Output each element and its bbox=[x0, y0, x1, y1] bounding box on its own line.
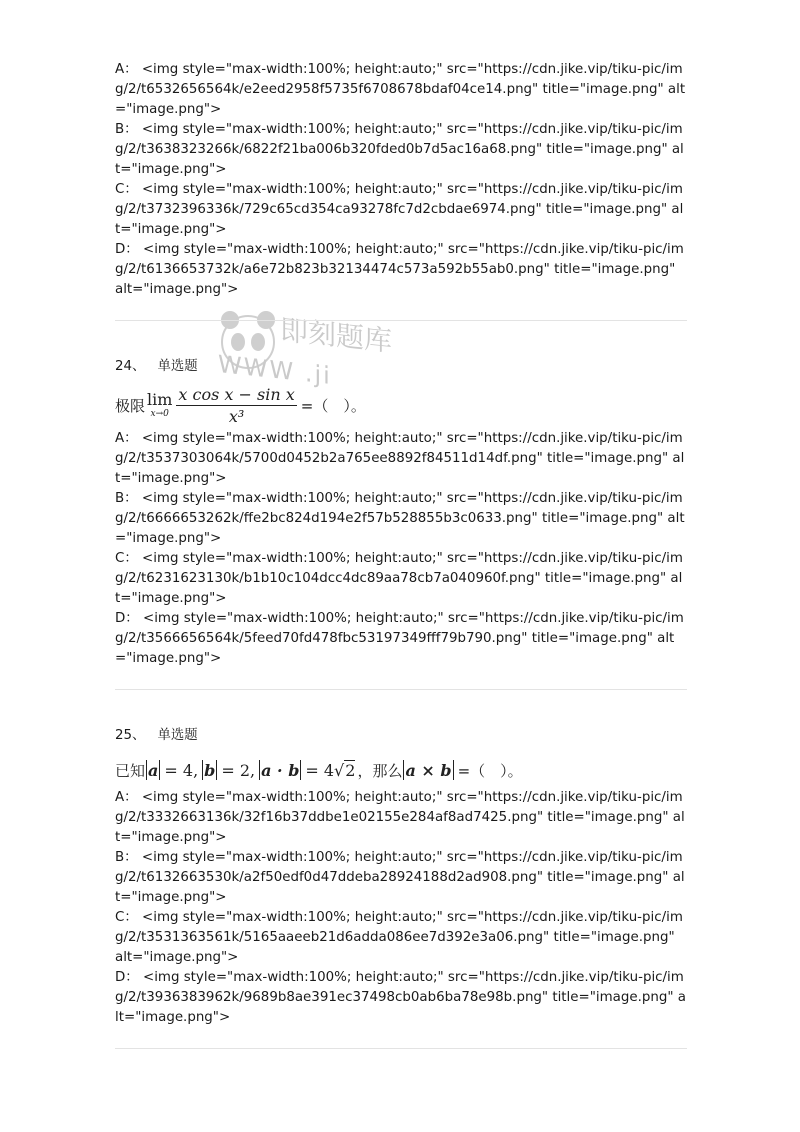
option-c: C： <img style="max-width:100%; height:auto;" src="https://cdn.jike.vip/tiku-pic/img/2/t3531363561k/5165aaeeb21d6adda086ee7d392e3a06.png" title="image.png" alt="image.png"> bbox=[115, 910, 683, 965]
question-page bbox=[115, 60, 687, 1049]
divider bbox=[115, 689, 687, 690]
option-c: C： <img style="max-width:100%; height:auto;" src="https://cdn.jike.vip/tiku-pic/img/2/t6231623130k/b1b10c104dcc4dc89aa78cb7a040960f.png" title="image.png" alt="image.png"> bbox=[115, 551, 683, 606]
fraction: $\frac{\text{x cos x − sin x}}{\text{x³}}$ bbox=[178, 384, 295, 426]
option-c: C： <img style="max-width:100%; height:auto;" src="https://cdn.jike.vip/tiku-pic/img/2/t3732396336k/729c65cd354ca93278fc7d2cbdae6974.png" title="image.png" alt="image.png"> bbox=[115, 182, 684, 237]
option-a: A： <img style="max-width:100%; height:auto;" src="https://cdn.jike.vip/tiku-pic/img/2/t3332663136k/32f16b37ddbe1e02155e284af8ad7425.png" title="image.png" alt="image.png"> bbox=[115, 790, 685, 845]
option-a: A： <img style="max-width:100%; height:auto;" src="https://cdn.jike.vip/tiku-pic/img/2/t6532656564k/e2eed2958f5735f6708678bdaf04ce14.png" title="image.png" alt="image.png"> bbox=[115, 62, 686, 117]
watermark-url: WWW .ji bbox=[218, 350, 332, 390]
question-25 bbox=[115, 726, 687, 1028]
divider bbox=[115, 1048, 687, 1049]
option-b: B： <img style="max-width:100%; height:auto;" src="https://cdn.jike.vip/tiku-pic/img/2/t6666653262k/ffe2bc824d194e2f57b528855b3c0633.png" title="image.png" alt="image.png"> bbox=[115, 491, 685, 546]
prev-question-options bbox=[115, 60, 687, 300]
watermark-brand: 即刻题库 bbox=[280, 313, 393, 358]
option-d: D： <img style="max-width:100%; height:auto;" src="https://cdn.jike.vip/tiku-pic/img/2/t3936383962k/9689b8ae391ec37498cb0ab6ba78e98b.png" title="image.png" alt="image.png"> bbox=[115, 970, 686, 1025]
option-d: D： <img style="max-width:100%; height:auto;" src="https://cdn.jike.vip/tiku-pic/img/2/t6136653732k/a6e72b823b32134474c573a592b55ab0.png" title="image.png" alt="image.png"> bbox=[115, 242, 684, 297]
question-number: 24、 bbox=[115, 359, 146, 374]
question-24 bbox=[115, 357, 687, 669]
question-type: 单选题 bbox=[157, 359, 198, 374]
lim-operator: lim x→0 bbox=[147, 389, 173, 419]
question-header bbox=[115, 726, 687, 746]
option-b: B： <img style="max-width:100%; height:auto;" src="https://cdn.jike.vip/tiku-pic/img/2/t6132663530k/a2f50edf0d47ddeba28924188d2ad908.png" title="image.png" alt="image.png"> bbox=[115, 850, 685, 905]
option-b: B： <img style="max-width:100%; height:auto;" src="https://cdn.jike.vip/tiku-pic/img/2/t3638323266k/6822f21ba006b320fded0b7d5ac16a68.png" title="image.png" alt="image.png"> bbox=[115, 122, 684, 177]
divider bbox=[115, 320, 687, 321]
question-type: 单选题 bbox=[157, 728, 198, 743]
option-d: D： <img style="max-width:100%; height:auto;" src="https://cdn.jike.vip/tiku-pic/img/2/t3566656564k/5feed70fd478fbc53197349fff79b790.png" title="image.png" alt="image.png"> bbox=[115, 611, 684, 666]
option-a: A： <img style="max-width:100%; height:auto;" src="https://cdn.jike.vip/tiku-pic/img/2/t3537303064k/5700d0452b2a765ee8892f84511d14df.png" title="image.png" alt="image.png"> bbox=[115, 431, 685, 486]
question-number: 25、 bbox=[115, 728, 146, 743]
question-header bbox=[115, 357, 687, 377]
question-stem: 已知 a = 4, b = 2, a · b = 4 √ 2 ，那么 a × b =（ ）。 bbox=[115, 760, 523, 780]
question-stem: 极限 lim x→0 $\frac{\text{x cos x − sin x}}{\text{x³}}$ =（ ）。 bbox=[115, 384, 366, 426]
